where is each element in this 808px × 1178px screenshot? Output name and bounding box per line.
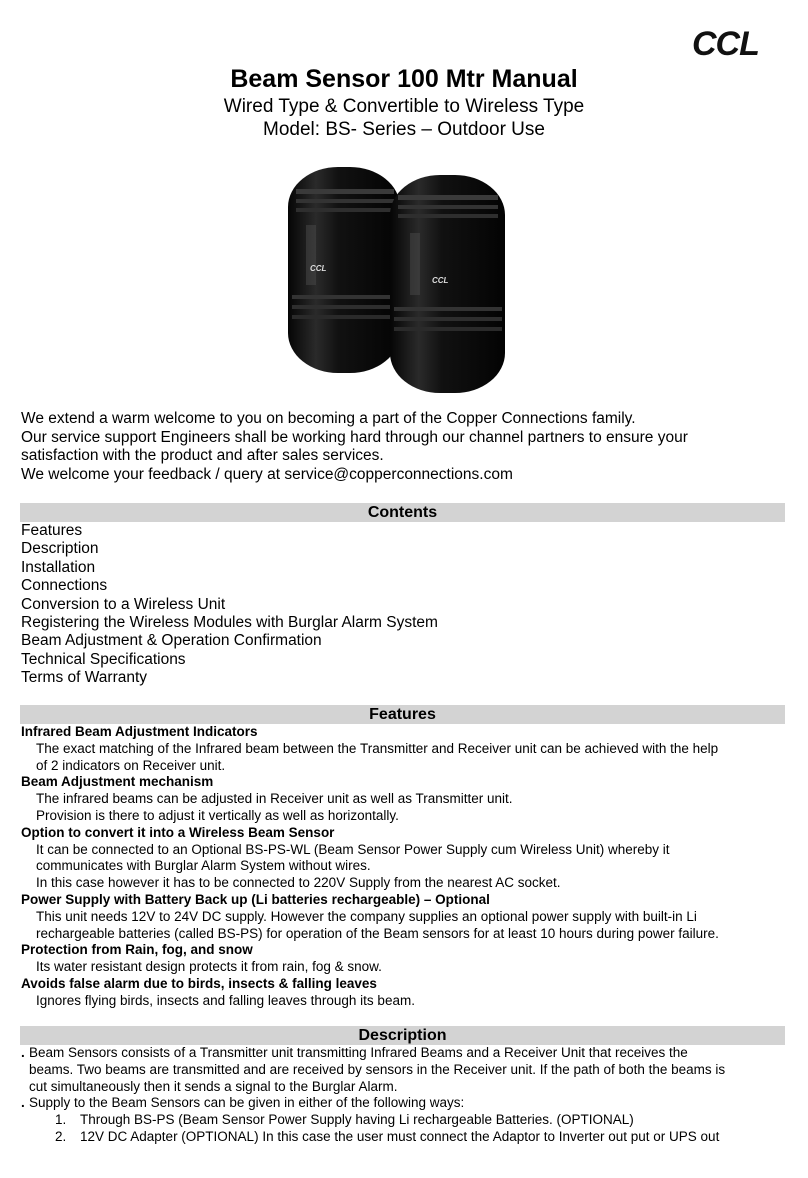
- feature-title: Beam Adjustment mechanism: [21, 774, 214, 790]
- toc-item[interactable]: Description: [21, 540, 99, 558]
- description-heading: Description: [20, 1026, 785, 1045]
- feature-line: Provision is there to adjust it vertically as well as horizontally.: [36, 807, 399, 823]
- description-line: Beam Sensors consists of a Transmitter unit transmitting Infrared Beams and a Receiver Unit that receives the: [29, 1045, 688, 1060]
- supply-options-list: [21, 1112, 791, 1146]
- feature-line: Its water resistant design protects it from rain, fog & snow.: [36, 959, 382, 975]
- welcome-line: We extend a warm welcome to you on becoming a part of the Copper Connections family.: [21, 410, 636, 427]
- list-item: [55, 1129, 791, 1146]
- list-item: [55, 1112, 791, 1129]
- ccl-logo: [692, 26, 776, 62]
- feature-line: of 2 indicators on Receiver unit.: [36, 757, 226, 773]
- toc-item[interactable]: Beam Adjustment & Operation Confirmation: [21, 632, 322, 650]
- contents-heading: Contents: [20, 503, 785, 522]
- feature-title: Power Supply with Battery Back up (Li batteries rechargeable) – Optional: [21, 891, 490, 907]
- welcome-line: satisfaction with the product and after sales services.: [21, 447, 384, 465]
- description-paragraph: [21, 1095, 791, 1112]
- feature-description: [21, 842, 791, 892]
- feature-line: In this case however it has to be connected to 220V Supply from the nearest AC socket.: [36, 875, 561, 891]
- transmitter-unit: [288, 167, 400, 373]
- page-subtitle-2: Model: BS- Series – Outdoor Use: [263, 119, 545, 140]
- toc-item[interactable]: Conversion to a Wireless Unit: [21, 595, 226, 613]
- list-number: 2.: [55, 1128, 67, 1144]
- description-paragraph: [21, 1045, 791, 1095]
- page-subtitle-1: Wired Type & Convertible to Wireless Type: [223, 96, 585, 117]
- feature-line: Ignores flying birds, insects and falling leaves through its beam.: [36, 992, 415, 1008]
- list-text: Through BS-PS (Beam Sensor Power Supply having Li rechargeable Batteries. (OPTIONAL): [80, 1112, 634, 1128]
- beam-sensor-product-image: [270, 155, 520, 395]
- feature-description: [21, 791, 791, 825]
- feature-line: The infrared beams can be adjusted in Receiver unit as well as Transmitter unit.: [36, 791, 513, 807]
- product-label-right: CCL: [432, 276, 449, 285]
- product-label-left: CCL: [310, 264, 327, 273]
- description-line: Supply to the Beam Sensors can be given in either of the following ways:: [29, 1095, 465, 1111]
- toc-item[interactable]: Registering the Wireless Modules with Burglar Alarm System: [21, 614, 438, 632]
- feature-line: The exact matching of the Infrared beam between the Transmitter and Receiver unit can be achieved with the help: [36, 740, 719, 756]
- feature-line: rechargeable batteries (called BS-PS) for operation of the Beam sensors for at least 10 hours during power failure.: [36, 925, 719, 941]
- table-of-contents: [21, 522, 438, 688]
- page-title: Beam Sensor 100 Mtr Manual: [230, 65, 578, 93]
- feature-line: It can be connected to an Optional BS-PS-WL (Beam Sensor Power Supply cum Wireless Unit) whereby it: [36, 841, 670, 857]
- feature-title: Infrared Beam Adjustment Indicators: [21, 724, 258, 739]
- feature-line: This unit needs 12V to 24V DC supply. However the company supplies an optional power supply with built-in Li: [36, 908, 697, 924]
- description-line: cut simultaneously then it sends a signal to the Burglar Alarm.: [29, 1078, 398, 1094]
- welcome-line: We welcome your feedback / query at service@copperconnections.com: [21, 465, 513, 483]
- toc-item[interactable]: Terms of Warranty: [21, 669, 148, 687]
- feature-line: communicates with Burglar Alarm System without wires.: [36, 858, 371, 874]
- welcome-line: Our service support Engineers shall be working hard through our channel partners to ensure your: [21, 428, 688, 446]
- features-heading: Features: [20, 705, 785, 724]
- toc-item[interactable]: Features: [21, 522, 83, 539]
- receiver-unit: [390, 175, 505, 393]
- features-list: [21, 724, 791, 1010]
- feature-description: [21, 993, 791, 1010]
- bullet-dot: .: [21, 1095, 25, 1111]
- feature-title: Option to convert it into a Wireless Beam Sensor: [21, 824, 335, 840]
- list-number: 1.: [55, 1112, 67, 1128]
- feature-description: [21, 959, 791, 976]
- toc-item[interactable]: Technical Specifications: [21, 650, 186, 668]
- list-text: 12V DC Adapter (OPTIONAL) In this case the user must connect the Adaptor to Inverter out put or UPS out: [80, 1128, 720, 1144]
- toc-item[interactable]: Installation: [21, 558, 96, 576]
- logo-text: CCL: [692, 25, 759, 63]
- feature-title: Avoids false alarm due to birds, insects & falling leaves: [21, 975, 377, 991]
- toc-item[interactable]: Connections: [21, 577, 108, 595]
- description-line: beams. Two beams are transmitted and are received by sensors in the Receiver unit. If the path of both the beams is: [29, 1061, 726, 1077]
- bullet-dot: .: [21, 1045, 25, 1060]
- welcome-text: [21, 410, 791, 484]
- description-body: [21, 1045, 791, 1146]
- feature-description: [21, 909, 791, 943]
- feature-description: [21, 741, 791, 775]
- feature-title: Protection from Rain, fog, and snow: [21, 942, 253, 958]
